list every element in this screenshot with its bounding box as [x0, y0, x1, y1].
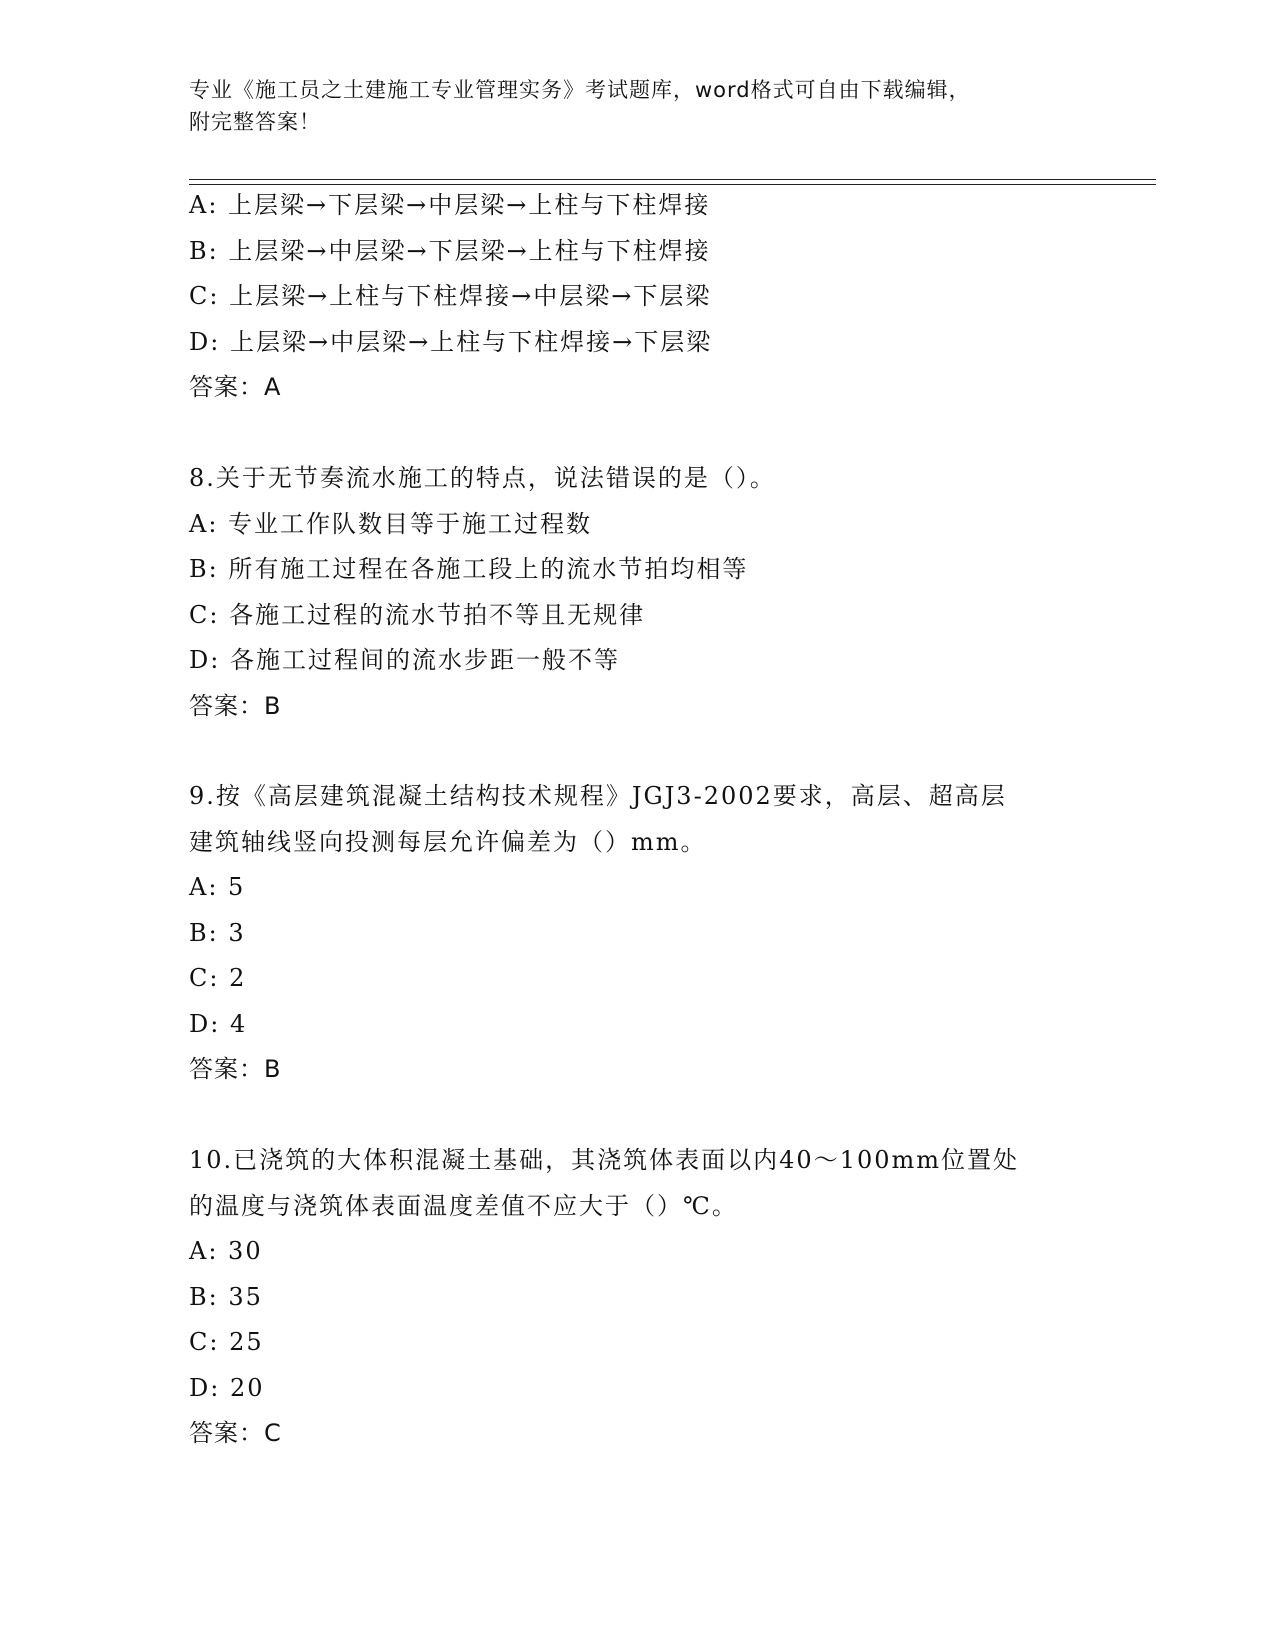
option-c: C: 上层梁→上柱与下柱焊接→中层梁→下层梁	[189, 282, 712, 310]
question-text-line-2: 的温度与浇筑体表面温度差值不应大于（）℃。	[189, 1191, 738, 1220]
question-10	[189, 1138, 1119, 1457]
question-text-line-1: 10.已浇筑的大体积混凝土基础，其浇筑体表面以内40～100mm位置处	[189, 1146, 1020, 1174]
option-b: B: 上层梁→中层梁→下层梁→上柱与下柱焊接	[189, 236, 711, 265]
option-d: D: 20	[189, 1373, 265, 1402]
option-a: A: 5	[189, 873, 246, 901]
question-9	[189, 774, 1119, 1093]
option-b: B: 所有施工过程在各施工段上的流水节拍均相等	[189, 555, 749, 583]
option-a: A: 30	[189, 1237, 263, 1265]
question-text-line-2: 建筑轴线竖向投测每层允许偏差为（）mm。	[189, 827, 707, 856]
option-d: D: 上层梁→中层梁→上柱与下柱焊接→下层梁	[189, 327, 713, 356]
option-b: B: 3	[189, 918, 246, 947]
option-c: C: 25	[189, 1328, 264, 1356]
document-header	[189, 74, 1089, 138]
header-line-1: 专业《施工员之土建施工专业管理实务》考试题库，word格式可自由下载编辑，	[189, 78, 971, 102]
option-d: D: 4	[189, 1009, 248, 1038]
question-8	[189, 456, 1119, 729]
option-b: B: 35	[189, 1282, 263, 1311]
question-text: 8.关于无节奏流水施工的特点，说法错误的是（）。	[189, 464, 776, 492]
option-c: C: 各施工过程的流水节拍不等且无规律	[189, 600, 646, 629]
question-text-line-1: 9.按《高层建筑混凝土结构技术规程》JGJ3-2002要求，高层、超高层	[189, 782, 1007, 810]
option-a: A: 上层梁→下层梁→中层梁→上柱与下柱焊接	[189, 191, 711, 219]
answer: 答案：A	[189, 373, 282, 401]
option-d: D: 各施工过程间的流水步距一般不等	[189, 646, 620, 674]
option-c: C: 2	[189, 964, 247, 992]
answer: 答案：B	[189, 1055, 282, 1083]
option-a: A: 专业工作队数目等于施工过程数	[189, 509, 593, 538]
question-7	[189, 183, 1119, 411]
header-line-2: 附完整答案！	[189, 110, 321, 134]
header-divider-top	[189, 179, 1156, 180]
answer: 答案：C	[189, 1419, 282, 1447]
answer: 答案：B	[189, 691, 282, 720]
